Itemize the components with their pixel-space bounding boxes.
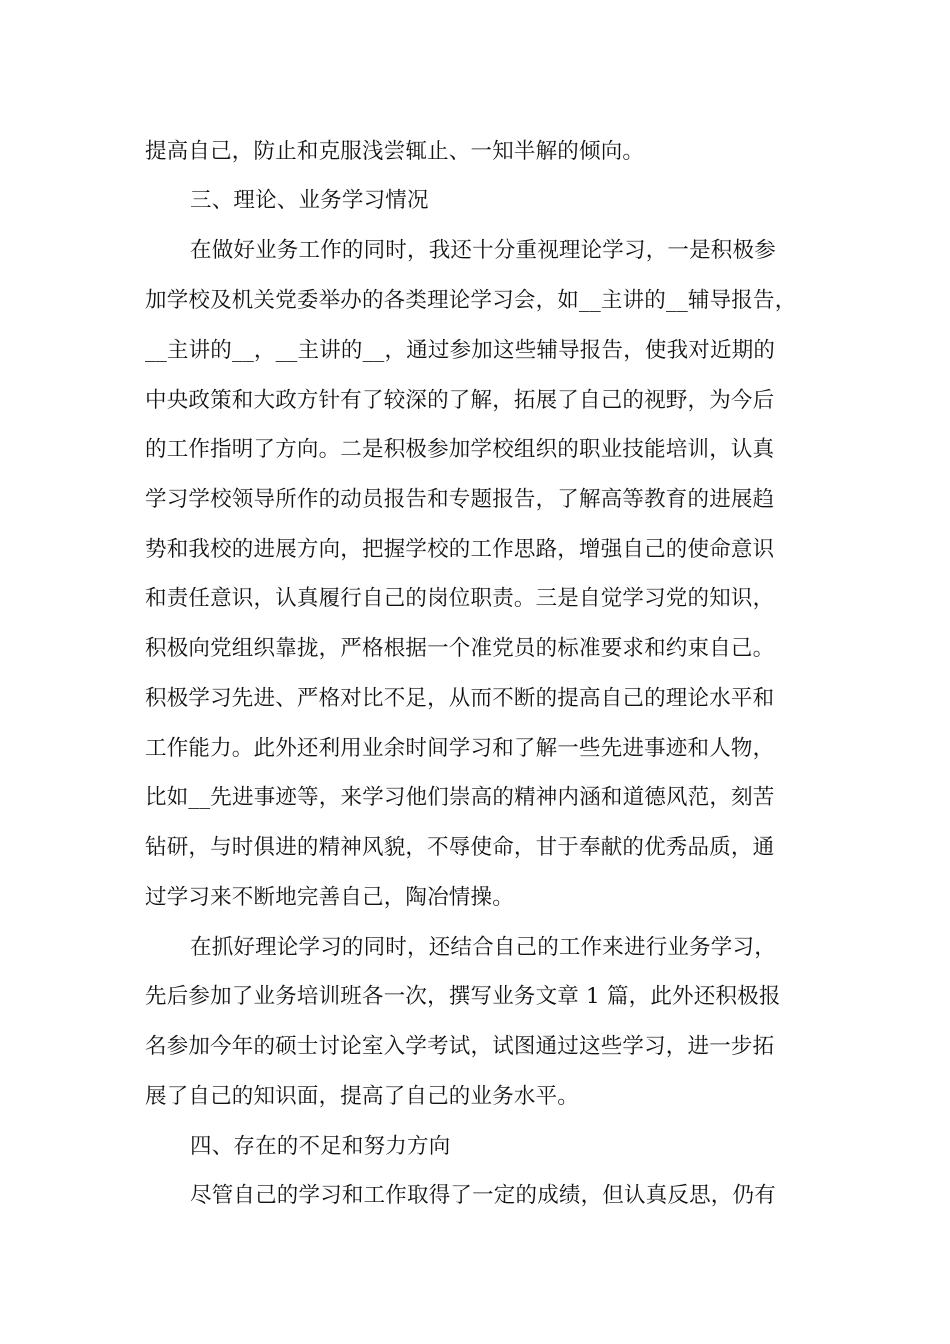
paragraph-line: 比如__先进事迹等，来学习他们崇高的精神内涵和道德风范，刻苦 bbox=[145, 785, 775, 810]
paragraph-line: 工作能力。此外还利用业余时间学习和了解一些先进事迹和人物， bbox=[145, 736, 775, 761]
paragraph-line: __主讲的__，__主讲的__，通过参加这些辅导报告，使我对近期的 bbox=[145, 338, 776, 363]
paragraph-line: 积极向党组织靠拢，严格根据一个准党员的标准要求和约束自己。 bbox=[145, 636, 775, 661]
paragraph-line: 在抓好理论学习的同时，还结合自己的工作来进行业务学习， bbox=[190, 935, 776, 960]
text-line: 提高自己，防止和克服浅尝辄止、一知半解的倾向。 bbox=[145, 139, 645, 164]
paragraph-line: 和责任意识，认真履行自己的岗位职责。三是自觉学习党的知识， bbox=[145, 586, 775, 611]
paragraph-line: 尽管自己的学习和工作取得了一定的成绩，但认真反思，仍有 bbox=[190, 1183, 776, 1208]
section-heading: 三、理论、业务学习情况 bbox=[190, 188, 429, 213]
paragraph-line: 的工作指明了方向。二是积极参加学校组织的职业技能培训，认真 bbox=[145, 437, 775, 462]
paragraph-line: 中央政策和大政方针有了较深的了解，拓展了自己的视野，为今后 bbox=[145, 388, 775, 413]
paragraph-line: 过学习来不断地完善自己，陶冶情操。 bbox=[145, 885, 514, 910]
section-heading: 四、存在的不足和努力方向 bbox=[190, 1134, 451, 1159]
paragraph-line: 积极学习先进、严格对比不足，从而不断的提高自己的理论水平和 bbox=[145, 686, 775, 711]
paragraph-line: 钻研，与时俱进的精神风貌，不辱使命，甘于奉献的优秀品质，通 bbox=[145, 835, 775, 860]
paragraph-line: 在做好业务工作的同时，我还十分重视理论学习，一是积极参 bbox=[190, 238, 776, 263]
paragraph-line: 先后参加了业务培训班各一次，撰写业务文章 1 篇，此外还积极报 bbox=[145, 984, 781, 1009]
paragraph-line: 势和我校的进展方向，把握学校的工作思路，增强自己的使命意识 bbox=[145, 537, 775, 562]
paragraph-line: 展了自己的知识面，提高了自己的业务水平。 bbox=[145, 1084, 580, 1109]
paragraph-line: 学习学校领导所作的动员报告和专题报告，了解高等教育的进展趋 bbox=[145, 487, 775, 512]
paragraph-line: 加学校及机关党委举办的各类理论学习会，如__主讲的__辅导报告， bbox=[145, 288, 797, 313]
paragraph-line: 名参加今年的硕士讨论室入学考试，试图通过这些学习，进一步拓 bbox=[145, 1034, 775, 1059]
